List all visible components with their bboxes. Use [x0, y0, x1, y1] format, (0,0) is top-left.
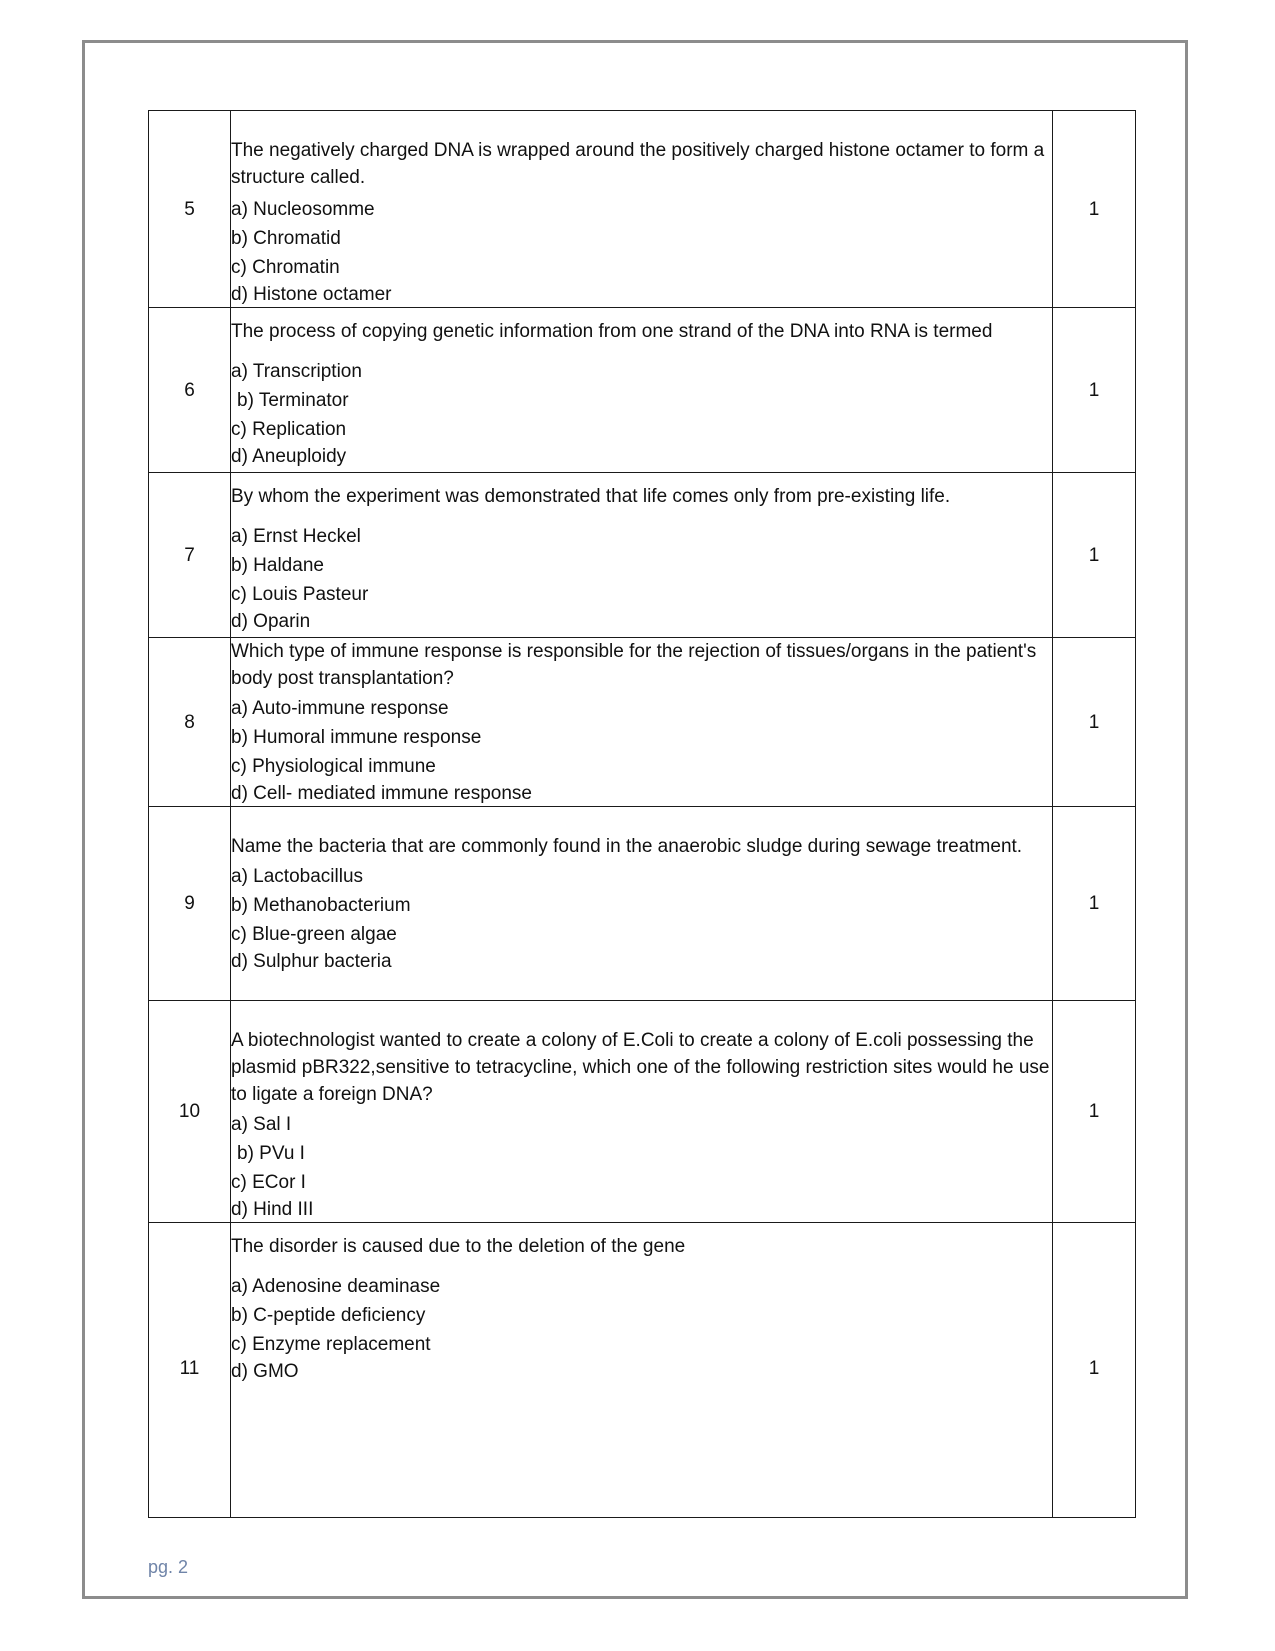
question-marks: 1	[1053, 473, 1136, 638]
option-d: d) GMO	[231, 1361, 299, 1382]
option-c: c) Replication	[231, 419, 347, 440]
page-number: pg. 2	[148, 1557, 189, 1577]
question-number: 6	[149, 308, 231, 473]
question-row	[149, 1223, 1136, 1518]
question-marks: 1	[1053, 638, 1136, 807]
option-c: c) Physiological immune	[231, 756, 436, 777]
question-table	[148, 110, 1136, 1518]
question-number: 11	[149, 1223, 231, 1518]
question-marks: 1	[1053, 111, 1136, 308]
question-number: 7	[149, 473, 231, 638]
option-b: b) Haldane	[231, 555, 324, 576]
option-c: c) Chromatin	[231, 257, 340, 278]
option-a: a) Nucleosomme	[231, 199, 375, 220]
question-row	[149, 638, 1136, 807]
option-b: b) PVu I	[237, 1143, 305, 1164]
question-marks: 1	[1053, 1223, 1136, 1518]
question-text: The process of copying genetic information from one strand of the DNA into RNA is termed	[231, 321, 993, 342]
question-text: The negatively charged DNA is wrapped around the positively charged histone octamer to form a structure called.	[231, 140, 1045, 188]
question-content	[231, 1001, 1053, 1223]
question-text: A biotechnologist wanted to create a colony of E.Coli to create a colony of E.coli possessing the plasmid pBR322,sensitive to tetracycline, which one of the following restriction sites would he use to ligate a foreign DNA?	[231, 1030, 1050, 1105]
option-a: a) Transcription	[231, 361, 362, 382]
question-content	[231, 111, 1053, 308]
question-row	[149, 807, 1136, 1001]
option-a: a) Sal I	[231, 1114, 292, 1135]
question-row	[149, 1001, 1136, 1223]
question-number: 8	[149, 638, 231, 807]
option-c: c) Enzyme replacement	[231, 1334, 431, 1355]
question-row	[149, 473, 1136, 638]
option-a: a) Ernst Heckel	[231, 526, 361, 547]
question-content	[231, 308, 1053, 473]
option-d: d) Sulphur bacteria	[231, 951, 392, 972]
option-d: d) Aneuploidy	[231, 446, 347, 467]
option-b: b) Chromatid	[231, 228, 341, 249]
question-content	[231, 473, 1053, 638]
question-marks: 1	[1053, 807, 1136, 1001]
option-d: d) Histone octamer	[231, 284, 392, 305]
question-marks: 1	[1053, 308, 1136, 473]
option-b: b) C-peptide deficiency	[231, 1305, 426, 1326]
question-marks: 1	[1053, 1001, 1136, 1223]
question-text: The disorder is caused due to the deletion of the gene	[231, 1236, 686, 1257]
option-d: d) Oparin	[231, 611, 311, 632]
question-content	[231, 807, 1053, 1001]
option-d: d) Cell- mediated immune response	[231, 783, 532, 804]
question-text: Name the bacteria that are commonly found in the anaerobic sludge during sewage treatment.	[231, 836, 1023, 857]
question-row	[149, 308, 1136, 473]
option-c: c) Blue-green algae	[231, 924, 397, 945]
question-number: 10	[149, 1001, 231, 1223]
option-b: b) Methanobacterium	[231, 895, 411, 916]
question-content	[231, 638, 1053, 807]
option-a: a) Auto-immune response	[231, 698, 449, 719]
option-a: a) Lactobacillus	[231, 866, 364, 887]
option-c: c) ECor I	[231, 1172, 306, 1193]
question-text: By whom the experiment was demonstrated that life comes only from pre-existing life.	[231, 486, 951, 507]
question-number: 9	[149, 807, 231, 1001]
question-content	[231, 1223, 1053, 1518]
option-b: b) Terminator	[237, 390, 349, 411]
question-number: 5	[149, 111, 231, 308]
option-c: c) Louis Pasteur	[231, 584, 369, 605]
option-b: b) Humoral immune response	[231, 727, 482, 748]
question-row	[149, 111, 1136, 308]
question-text: Which type of immune response is responsible for the rejection of tissues/organs in the patient's body post transplantation?	[231, 641, 1037, 689]
option-a: a) Adenosine deaminase	[231, 1276, 441, 1297]
option-d: d) Hind III	[231, 1199, 314, 1220]
